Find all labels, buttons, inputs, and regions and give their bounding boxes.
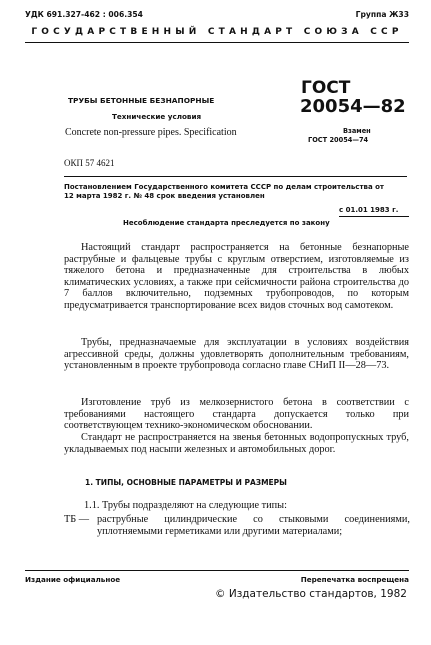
copyright: © Издательство стандартов, 1982 xyxy=(215,588,407,600)
body-paragraph-1: Настоящий стандарт распространяется на бетонные безнапорные раструбные и фальцевые трубы с круглым отверстием, изготовляемые из тяжелого бетона и предназначенные для строительства в любых климатических условиях, а также при сейсмичности района строительства до 7 баллов включительно, подземных трубопроводов, по которым предусматривается транспортирование всех видов сточных вод самотеком. xyxy=(64,242,409,311)
reprint-prohibited: Перепечатка воспрещена xyxy=(300,575,409,584)
udk-code: УДК 691.327-462 : 006.354 xyxy=(25,10,143,19)
type-code-tb: ТБ — xyxy=(64,514,90,525)
body-paragraph-2: Трубы, предназначаемые для эксплуатации в условиях воздействия агрессивной среды, должны удовлетворять дополнительным требованиям, установленным в проекте трубопровода согласно главе СНиП II—28—73. xyxy=(64,337,409,371)
body-paragraph-4: Стандарт не распространяется на звенья бетонных водопропускных труб, укладываемых под насыпи железных и автомобильных дорог. xyxy=(64,432,409,455)
decree-rule xyxy=(64,176,407,177)
legal-warning: Несоблюдение стандарта преследуется по закону xyxy=(123,219,330,227)
group-code: Группа Ж33 xyxy=(355,10,409,19)
official-edition: Издание официальное xyxy=(25,575,121,584)
okp-code: ОКП 57 4621 xyxy=(64,158,115,168)
body-paragraph-3: Изготовление труб из мелкозернистого бетона в соответствии с требованиями настоящего стандарта допускается только при соответствующем технико-экономическом обосновании. xyxy=(64,397,409,431)
gost-label: ГОСТ xyxy=(301,78,351,98)
document-subtitle: Технические условия xyxy=(112,112,202,121)
decree-line-2: 12 марта 1982 г. № 48 срок введения установлен xyxy=(64,192,265,200)
type-description-tb: раструбные цилиндрические со стыковыми соединениями, уплотняемыми герметиками или другими материалами; xyxy=(97,514,410,537)
effective-date: с 01.01 1983 г. xyxy=(339,206,399,214)
decree-line-1: Постановлением Государственного комитета СССР по делам строительства от xyxy=(64,183,384,191)
date-underline xyxy=(339,216,409,217)
replaces-label: Взамен xyxy=(343,127,371,135)
standard-banner: ГОСУДАРСТВЕННЫЙ СТАНДАРТ СОЮЗА ССР xyxy=(31,27,403,37)
top-rule xyxy=(25,42,409,43)
gost-number: 20054—82 xyxy=(300,96,406,117)
footer-rule xyxy=(25,570,409,571)
document-title: ТРУБЫ БЕТОННЫЕ БЕЗНАПОРНЫЕ xyxy=(68,96,215,105)
clause-1-1: 1.1. Трубы подразделяют на следующие типы: xyxy=(84,500,287,511)
english-title: Concrete non-pressure pipes. Specification xyxy=(65,127,237,138)
section-heading: 1. ТИПЫ, ОСНОВНЫЕ ПАРАМЕТРЫ И РАЗМЕРЫ xyxy=(85,478,287,487)
replaces-value: ГОСТ 20054—74 xyxy=(308,136,369,144)
